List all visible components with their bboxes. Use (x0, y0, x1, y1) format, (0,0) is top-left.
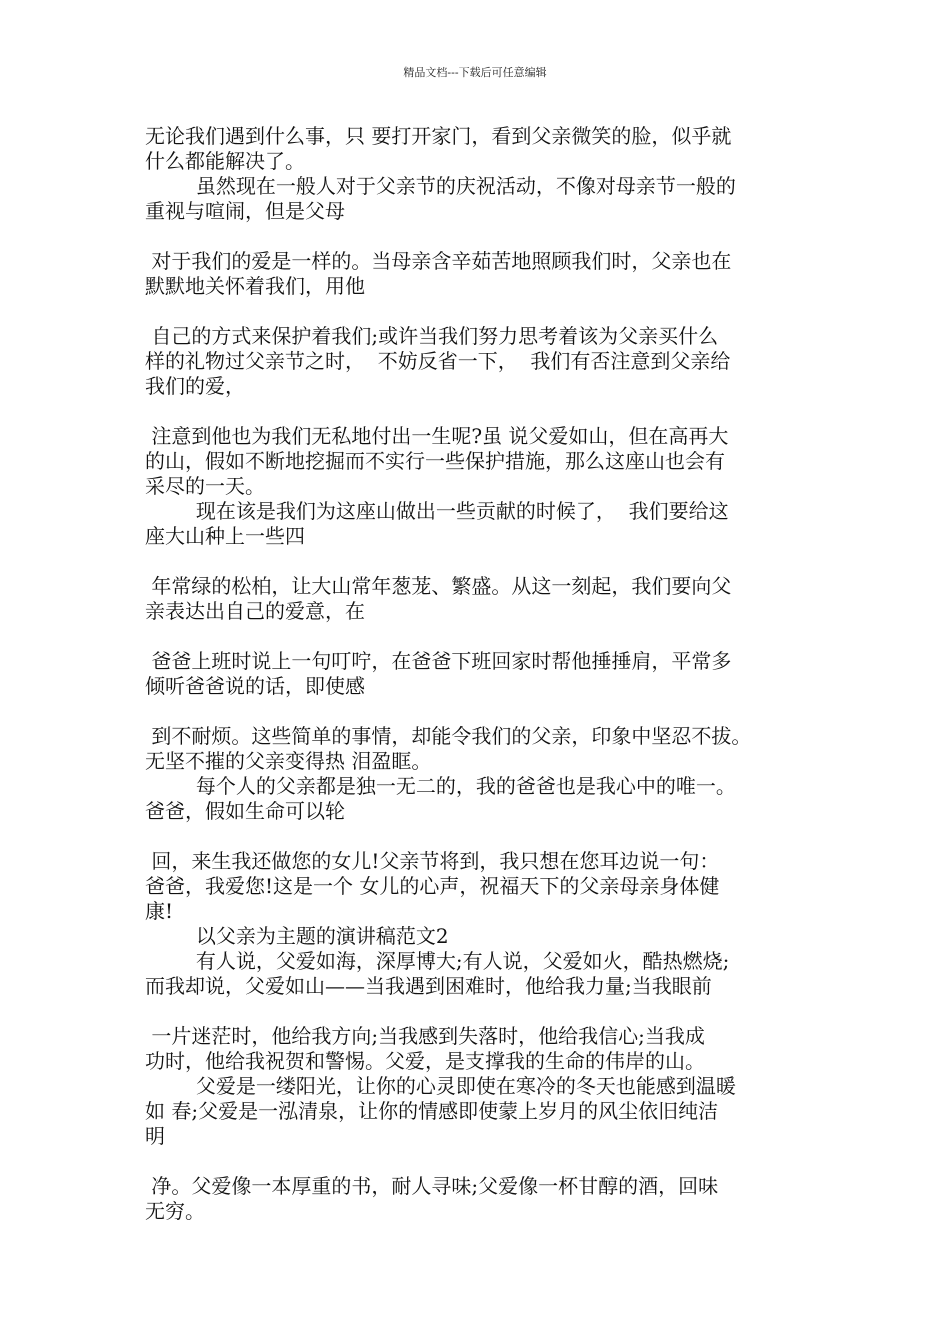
text-line: 倾听爸爸说的话，即使感 (145, 674, 365, 698)
page-header: 精品文档---下载后可任意编辑 (403, 66, 547, 79)
paragraph (145, 774, 810, 824)
text-line: 我们的爱， (145, 374, 245, 398)
text-line: 爸爸上班时说上一句叮咛，在爸爸下班回家时帮他捶捶肩，平常多 (145, 649, 732, 673)
text-line: 无穷。 (145, 1199, 205, 1223)
paragraph (145, 1024, 810, 1074)
text-line: 净。父爱像一本厚重的书，耐人寻味;父爱像一杯甘醇的酒，回味 (145, 1174, 719, 1198)
text-line: 而我却说，父爱如山——当我遇到困难时，他给我力量;当我眼前 (145, 974, 712, 998)
text-line: 如 春;父爱是一泓清泉，让你的情感即使蒙上岁月的风尘依旧纯洁 (145, 1099, 719, 1123)
text-line: 到不耐烦。这些简单的事情，却能令我们的父亲，印象中坚忍不拔。 (145, 724, 752, 748)
document-body (145, 124, 810, 1224)
text-line: 爸爸，假如生命可以轮 (145, 799, 345, 823)
text-line: 自己的方式来保护着我们;或许当我们努力思考着该为父亲买什么 (145, 324, 719, 348)
paragraph (145, 124, 810, 174)
text-line: 采尽的一天。 (145, 474, 265, 498)
paragraph (145, 574, 810, 624)
text-line: 座大山种上一些四 (145, 524, 305, 548)
paragraph (145, 174, 810, 224)
text-line: 无论我们遇到什么事，只 要打开家门，看到父亲微笑的脸，似乎就 (145, 124, 732, 148)
paragraph (145, 849, 810, 924)
paragraph (145, 649, 810, 699)
text-line: 有人说，父爱如海，深厚博大;有人说，父爱如火，酷热燃烧; (145, 949, 730, 973)
text-line: 亲表达出自己的爱意，在 (145, 599, 365, 623)
text-line: 回，来生我还做您的女儿!父亲节将到，我只想在您耳边说一句： (145, 849, 720, 873)
text-line: 样的礼物过父亲节之时， 不妨反省一下， 我们有否注意到父亲给 (145, 349, 731, 373)
text-line: 父爱是一缕阳光，让你的心灵即使在寒冷的冬天也能感到温暖 (145, 1074, 736, 1098)
text-line: 对于我们的爱是一样的。当母亲含辛茹苦地照顾我们时，父亲也在 (145, 249, 732, 273)
text-line: 一片迷茫时，他给我方向;当我感到失落时，他给我信心;当我成 (145, 1024, 705, 1048)
text-line: 以父亲为主题的演讲稿范文2 (145, 924, 449, 948)
text-line: 无坚不摧的父亲变得热 泪盈眶。 (145, 749, 432, 773)
text-line: 重视与喧闹，但是父母 (145, 199, 345, 223)
paragraph (145, 949, 810, 999)
text-line: 年常绿的松柏，让大山常年葱茏、繁盛。从这一刻起，我们要向父 (145, 574, 732, 598)
paragraph (145, 724, 810, 774)
text-line: 什么都能解决了。 (145, 149, 305, 173)
text-line: 爸爸，我爱您!这是一个 女儿的心声，祝福天下的父亲母亲身体健 (145, 874, 720, 898)
text-line: 功时，他给我祝贺和警惕。父爱，是支撑我的生命的伟岸的山。 (145, 1049, 705, 1073)
text-line: 康! (145, 899, 174, 923)
text-line: 的山，假如不断地挖掘而不实行一些保护措施，那么这座山也会有 (145, 449, 725, 473)
paragraph (145, 1074, 810, 1149)
text-line: 注意到他也为我们无私地付出一生呢?虽 说父爱如山，但在高再大 (145, 424, 729, 448)
paragraph (145, 924, 810, 949)
text-line: 明 (145, 1124, 165, 1148)
text-line: 虽然现在一般人对于父亲节的庆祝活动，不像对母亲节一般的 (145, 174, 736, 198)
text-line: 现在该是我们为这座山做出一些贡献的时候了， 我们要给这 (145, 499, 729, 523)
paragraph (145, 424, 810, 499)
paragraph (145, 1174, 810, 1224)
paragraph (145, 249, 810, 299)
paragraph (145, 499, 810, 549)
paragraph (145, 324, 810, 399)
text-line: 默默地关怀着我们，用他 (145, 274, 365, 298)
text-line: 每个人的父亲都是独一无二的，我的爸爸也是我心中的唯一。 (145, 774, 736, 798)
